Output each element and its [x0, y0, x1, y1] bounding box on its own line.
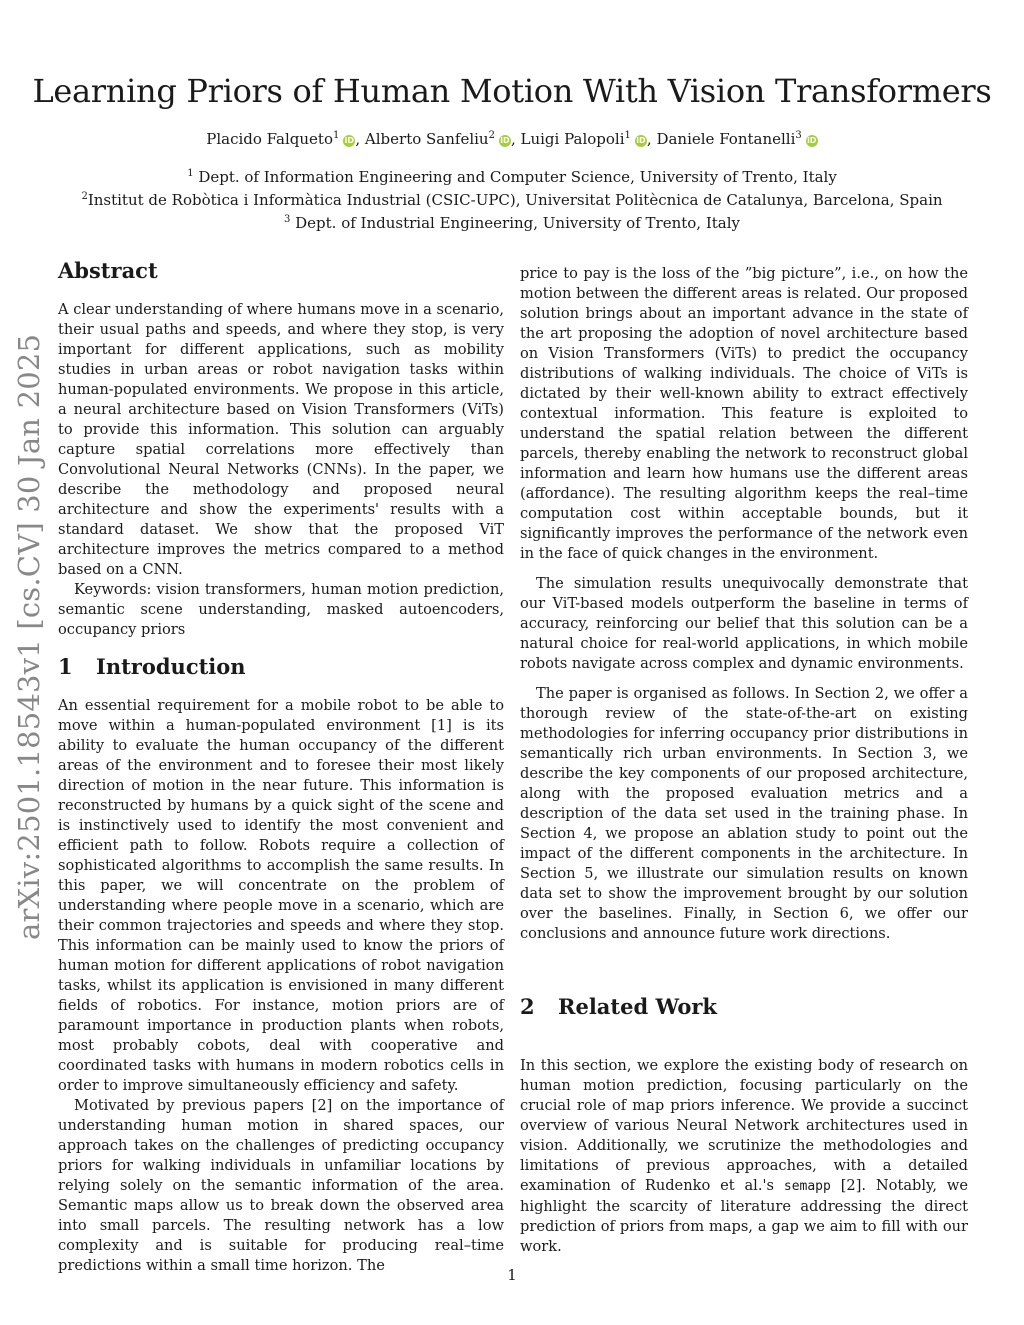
- right-column: [520, 264, 968, 944]
- orcid-icon[interactable]: iD: [636, 136, 646, 145]
- related-work-column: [520, 1056, 968, 1257]
- code-term: semapp: [783, 1179, 831, 1194]
- orcid-icon[interactable]: iD: [500, 136, 510, 145]
- author-list: [0, 130, 1024, 148]
- arxiv-identifier[interactable]: arXiv:2501.18543v1 [cs.CV] 30 Jan 2025: [12, 333, 46, 940]
- abstract-text: A clear understanding of where humans move in a scenario, their usual paths and speeds, and where they stop, is very important for different applications, such as mobility studies in urban areas or robot navigation tasks within human-populated environments. We propose in this article, a neural architecture based on Vision Transformers (ViTs) to provide this information. This solution can arguably capture spatial correlations more effectively than Convolutional Neural Networks (CNNs). In the paper, we describe the methodology and proposed neural architecture and show the experiments' results with a standard dataset. We show that the proposed ViT architecture improves the metrics compared to a method based on a CNN.: [58, 301, 504, 578]
- author-name: Daniele Fontanelli: [656, 130, 796, 148]
- author-affiliation-mark: 3: [795, 130, 802, 141]
- section-title: Introduction: [96, 654, 246, 679]
- section-number: 1: [58, 654, 73, 679]
- affiliation-list: [0, 164, 1024, 233]
- affiliation-mark: 1: [187, 168, 194, 179]
- related-text-b: [2]. Notably, we highlight the scarcity of literature addressing the direct prediction of priors from maps, a gap we aim to fill with our work.: [520, 1177, 968, 1255]
- section-heading-related-work: [520, 994, 717, 1019]
- author-separator: ,: [355, 130, 365, 148]
- related-text-a: In this section, we explore the existing body of research on human motion prediction, focusing particularly on the crucial role of map priors inference. We provide a succinct overview of various Neural Network architectures used in vision. Additionally, we scrutinize the methodologies and limitations of previous approaches, with a detailed examination of Rudenko et al.'s: [520, 1057, 968, 1194]
- author-affiliation-mark: 1: [624, 130, 631, 141]
- affiliation-mark: 3: [283, 214, 291, 225]
- affiliation-text: Dept. of Industrial Engineering, University of Trento, Italy: [290, 214, 741, 232]
- section-heading-introduction: [58, 654, 246, 679]
- abstract-heading: Abstract: [58, 258, 158, 283]
- affiliation-mark: 2: [81, 191, 88, 202]
- author-name: Placido Falqueto: [206, 130, 333, 148]
- author-affiliation-mark: 1: [333, 130, 340, 141]
- affiliation-1: [0, 164, 1024, 187]
- intro-paragraph-1: An essential requirement for a mobile robot to be able to move within a human-populated environment [1] is its ability to evaluate the human occupancy of the different areas of the environment and to foresee their most likely direction of motion in the near future. This information is reconstructed by humans by a quick sight of the scene and is instinctively used to identify the most convenient and efficient path to follow. Robots require a collection of sophisticated algorithms to accomplish the same results. In this paper, we will concentrate on the problem of understanding where people move in a scenario, which are their common trajectories and speeds and where they stop. This information can be mainly used to know the priors of human motion for different applications of robot navigation tasks, whilst its application is envisioned in many different fields of robotics. For instance, motion priors are of paramount importance in production plants when robots, most probably cobots, deal with cooperative and coordinated tasks with humans in modern robotics cells in order to improve simultaneously efficiency and safety.: [58, 697, 504, 1094]
- author-affiliation-mark: 2: [488, 130, 495, 141]
- orcid-icon[interactable]: iD: [344, 136, 355, 145]
- left-column: [58, 300, 504, 640]
- intro-paragraph-3: The simulation results unequivocally demonstrate that our ViT-based models outperform the baseline in terms of accuracy, reinforcing our belief that this solution can be a natural choice for real-world applications, in which mobile robots navigate across complex and dynamic environments.: [520, 575, 968, 672]
- author-name: Alberto Sanfeliu: [364, 130, 489, 148]
- author-separator: ,: [510, 130, 521, 148]
- author-separator: ,: [646, 130, 657, 148]
- affiliation-3: [0, 210, 1024, 233]
- affiliation-2: [0, 187, 1024, 210]
- intro-paragraph-2: Motivated by previous papers [2] on the importance of understanding human motion in shared spaces, our approach takes on the challenges of predicting occupancy priors for walking individuals in unfamiliar locations by relying solely on the semantic information of the area. Semantic maps allow us to break down the observed area into small parcels. The resulting network has a low complexity and is suitable for producing real–time predictions within a small time horizon. The: [58, 1097, 504, 1274]
- orcid-icon[interactable]: iD: [807, 136, 817, 145]
- affiliation-text: Dept. of Information Engineering and Computer Science, University of Trento, Italy: [193, 168, 837, 186]
- section-number: 2: [520, 994, 535, 1019]
- author-name: Luigi Palopoli: [520, 130, 625, 148]
- paper-title: Learning Priors of Human Motion With Vision Transformers: [32, 72, 992, 110]
- intro-paragraph-4: The paper is organised as follows. In Section 2, we offer a thorough review of the state-of-the-art on existing methodologies for inferring occupancy prior distributions in semantically rich urban environments. In Section 3, we describe the key components of our proposed architecture, along with the proposed evaluation metrics and a description of the data set used in the training phase. In Section 4, we propose an ablation study to point out the impact of the different components in the architecture. In Section 5, we illustrate our simulation results on known data set to show the improvement brought by our solution over the baselines. Finally, in Section 6, we offer our conclusions and announce future work directions.: [520, 685, 968, 942]
- affiliation-text: Institut de Robòtica i Informàtica Industrial (CSIC-UPC), Universitat Politècnica de Catalunya, Barcelona, Spain: [87, 191, 943, 209]
- intro-paragraph-2-continued: price to pay is the loss of the ”big picture”, i.e., on how the motion between the different areas is related. Our proposed solution brings about an important advance in the state of the art proposing the adoption of novel architecture based on Vision Transformers (ViTs) to predict the occupancy distributions of walking individuals. The choice of ViTs is dictated by their well-known ability to extract effectively contextual information. This feature is exploited to understand the spatial relation between the different parcels, thereby enabling the network to reconstruct global information and learn how humans use the different areas (affordance). The resulting algorithm keeps the real–time computation cost within acceptable bounds, but it significantly improves the performance of the network even in the face of quick changes in the environment.: [520, 265, 968, 562]
- keywords: Keywords: vision transformers, human motion prediction, semantic scene understanding, masked autoencoders, occupancy priors: [58, 581, 504, 638]
- left-column-intro: [58, 696, 504, 1276]
- page-number: 1: [507, 1266, 517, 1284]
- related-work-paragraph: [520, 1056, 968, 1257]
- section-title: Related Work: [558, 994, 717, 1019]
